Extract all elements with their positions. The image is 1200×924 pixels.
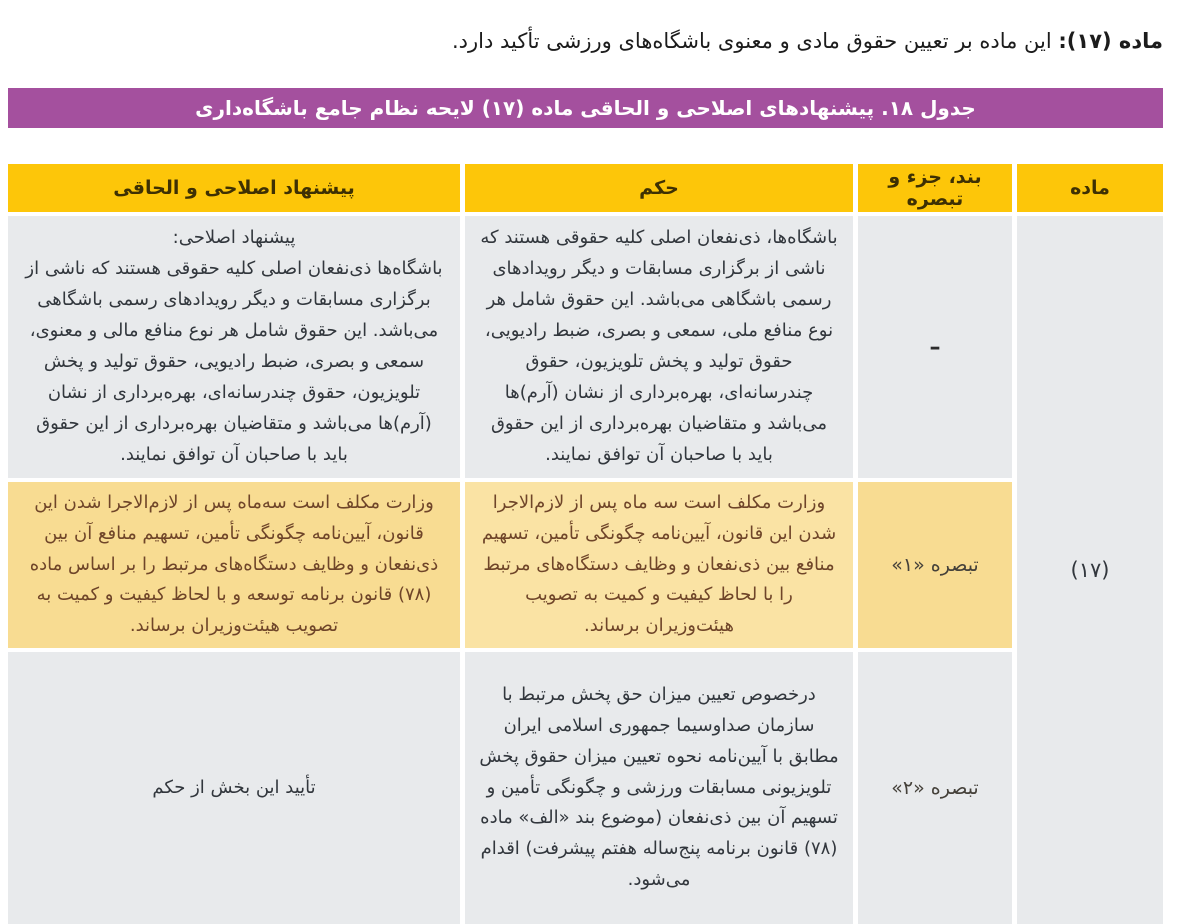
note-2-label: تبصره «۲» [891,777,979,799]
proposal-text: وزارت مکلف است سه‌ماه پس از لازم‌الاجرا شدن این قانون، آیین‌نامه چگونگی تأمین، تسهیم منافع آن بین ذی‌نفعان و وظایف دستگاه‌های مرتبط را بر اساس ماده (۷۸) قانون برنامه توسعه و با لحاظ کیفیت و کمیت به تصویب هیئت‌وزیران برساند. [29,491,439,637]
proposal-text: تأیید این بخش از حکم [152,776,316,798]
article-note-prefix: ماده (۱۷): [1058,29,1163,53]
article-number: (۱۷) [1070,558,1110,582]
proposal-title: پیشنهاد اصلاحی: [172,227,296,249]
table-row-2-ruling [465,482,853,648]
table-row-1-ruling [465,216,853,478]
article-note-text: این ماده بر تعیین حقوق مادی و معنوی باشگاه‌های ورزشی تأکید دارد. [451,29,1059,53]
ruling-text: وزارت مکلف است سه ماه پس از لازم‌الاجرا شدن این قانون، آیین‌نامه چگونگی تأمین، تسهیم منافع بین ذی‌نفعان و وظایف دستگاه‌های مرتبط را با لحاظ کیفیت و کمیت به تصویب هیئت‌وزیران برساند. [481,491,837,637]
header-clause: بند، جزء و تبصره [858,164,1012,212]
amendments-table [8,164,1163,924]
table-row-1-proposal [8,216,460,478]
header-ruling: حکم [465,164,853,212]
table-title-bar [8,88,1163,128]
note-1-label: تبصره «۱» [891,554,979,576]
header-proposal: پیشنهاد اصلاحی و الحاقی [8,164,460,212]
table-row-2-clause [858,482,1012,648]
article-cell [1017,216,1163,924]
empty-dash: – [929,334,941,360]
table-row-2-proposal [8,482,460,648]
proposal-text: باشگاه‌ها ذی‌نفعان اصلی کلیه حقوقی هستند که ناشی از برگزاری مسابقات و دیگر رویدادهای رسمی باشگاهی می‌باشد. این حقوق شامل هر نوع منافع مالی و معنوی، سمعی و بصری، ضبط رادیویی، حقوق تولید و پخش تلویزیون، حقوق چندرسانه‌ای، بهره‌برداری از نشان (آرم)ها می‌باشد و متقاضیان بهره‌برداری از این حقوق باید با صاحبان آن توافق نمایند. [25,258,443,465]
article-note [43,25,1163,59]
table-row-3-ruling [465,652,853,924]
header-article: ماده [1017,164,1163,212]
ruling-text: درخصوص تعیین میزان حق پخش مرتبط با سازمان صداوسیما جمهوری اسلامی ایران مطابق با آیین‌نامه نحوه تعیین میزان حقوق پخش تلویزیونی مسابقات ورزشی و چگونگی تأمین و تسهیم آن بین ذی‌نفعان (موضوع بند «الف» ماده (۷۸) قانون برنامه پنج‌ساله هفتم پیشرفت) اقدام می‌شود. [479,683,839,891]
table-row-3-proposal [8,652,460,924]
table-row-1-clause [858,216,1012,478]
table-row-3-clause [858,652,1012,924]
table-title: جدول ۱۸. پیشنهادهای اصلاحی و الحاقی ماده (۱۷) لایحه نظام جامع باشگاه‌داری [195,96,976,120]
ruling-text: باشگاه‌ها، ذی‌نفعان اصلی کلیه حقوقی هستند که ناشی از برگزاری مسابقات و دیگر رویدادهای رسمی باشگاهی می‌باشد. این حقوق شامل هر نوع منافع ملی، سمعی و بصری، ضبط رادیویی، حقوق تولید و پخش تلویزیون، حقوق چندرسانه‌ای، بهره‌برداری از نشان (آرم)ها می‌باشد و متقاضیان بهره‌برداری از این حقوق باید با صاحبان آن توافق نمایند. [480,227,838,465]
